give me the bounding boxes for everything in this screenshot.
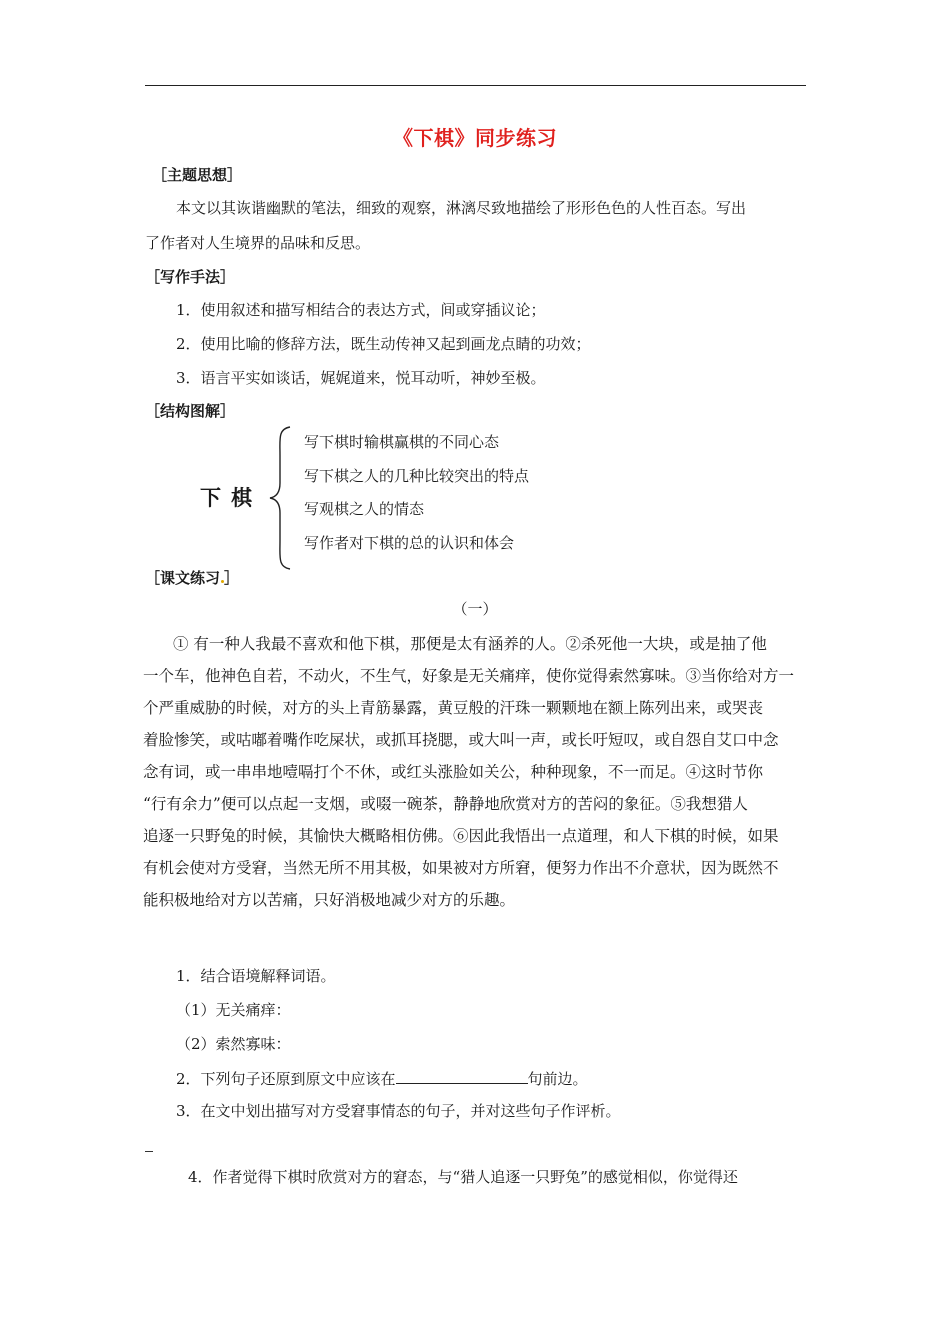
technique-item-3: 3．语言平实如谈话，娓娓道来，悦耳动听，神妙至极。 xyxy=(176,369,546,387)
structure-branch-2: 写下棋之人的几种比较突出的特点 xyxy=(304,467,530,485)
question-2 xyxy=(176,1067,588,1089)
question-1b: （2）索然寡味： xyxy=(176,1035,291,1053)
question-2-suffix: 句前边。 xyxy=(527,1070,588,1088)
passage-line: 一个车，他神色自若，不动火，不生气，好象是无关痛痒，使你觉得索然寡味。③当你给对方一 xyxy=(143,667,795,685)
technique-item-1: 1．使用叙述和描写相结合的表达方式，间或穿插议论； xyxy=(176,301,546,319)
theme-line-2: 了作者对人生境界的品味和反思。 xyxy=(145,234,371,252)
question-4: 4．作者觉得下棋时欣赏对方的窘态，与“猎人追逐一只野兔”的感觉相似，你觉得还 xyxy=(188,1168,738,1186)
page-title: 《下棋》同步练习 xyxy=(393,126,557,150)
passage-line: 个严重威胁的时候，对方的头上青筋暴露，黄豆般的汗珠一颗颗地在额上陈列出来，或哭丧 xyxy=(143,699,764,717)
curly-brace-icon xyxy=(268,425,294,571)
technique-heading: ［写作手法］ xyxy=(145,268,236,286)
exercise-heading-end: ］ xyxy=(224,569,240,587)
answer-blank xyxy=(396,1067,528,1084)
question-2-prefix: 2．下列句子还原到原文中应该在 xyxy=(176,1070,396,1088)
technique-item-2: 2．使用比喻的修辞方法，既生动传神又起到画龙点睛的功效； xyxy=(176,335,591,353)
structure-branch-1: 写下棋时输棋赢棋的不同心态 xyxy=(304,433,500,451)
theme-line-1: 本文以其诙谐幽默的笔法，细致的观察，淋漓尽致地描绘了形形色色的人性百态。写出 xyxy=(176,199,747,217)
passage-line: 能积极地给对方以苦痛，只好消极地减少对方的乐趣。 xyxy=(143,891,516,909)
passage-line: 追逐一只野兔的时候，其愉快大概略相仿佛。⑥因此我悟出一点道理，和人下棋的时候，如果 xyxy=(143,827,779,845)
structure-center-label: 下棋 xyxy=(200,486,262,510)
passage-line: ① 有一种人我最不喜欢和他下棋，那便是太有涵养的人。②杀死他一大块，或是抽了他 xyxy=(173,635,767,653)
passage xyxy=(143,628,811,916)
exercise-heading-text: ［课文练习 xyxy=(145,569,221,587)
part-label: （一） xyxy=(452,600,498,618)
theme-heading: ［主题思想］ xyxy=(152,166,243,184)
stray-dash xyxy=(145,1151,153,1152)
question-3: 3．在文中划出描写对方受窘事情态的句子，并对这些句子作评析。 xyxy=(176,1102,621,1120)
question-1: 1．结合语境解释词语。 xyxy=(176,967,336,985)
passage-line: “行有余力”便可以点起一支烟，或啜一碗茶，静静地欣赏对方的苦闷的象征。⑤我想猎人 xyxy=(143,795,748,813)
structure-heading: ［结构图解］ xyxy=(145,402,236,420)
structure-branch-4: 写作者对下棋的总的认识和体会 xyxy=(304,534,515,552)
question-1a: （1）无关痛痒： xyxy=(176,1001,291,1019)
passage-line: 着脸惨笑，或咕嘟着嘴作吃屎状，或抓耳挠腮，或大叫一声，或长吁短叹，或自怨自艾口中念 xyxy=(143,731,779,749)
passage-line: 念有词，或一串串地噎嗝打个不休，或红头涨脸如关公，种种现象，不一而足。④这时节你 xyxy=(143,763,764,781)
passage-line: 有机会使对方受窘，当然无所不用其极，如果被对方所窘，便努力作出不介意状，因为既然不 xyxy=(143,859,779,877)
header-rule xyxy=(145,85,806,86)
structure-branch-3: 写观棋之人的情态 xyxy=(304,500,425,518)
exercise-heading xyxy=(145,568,239,588)
